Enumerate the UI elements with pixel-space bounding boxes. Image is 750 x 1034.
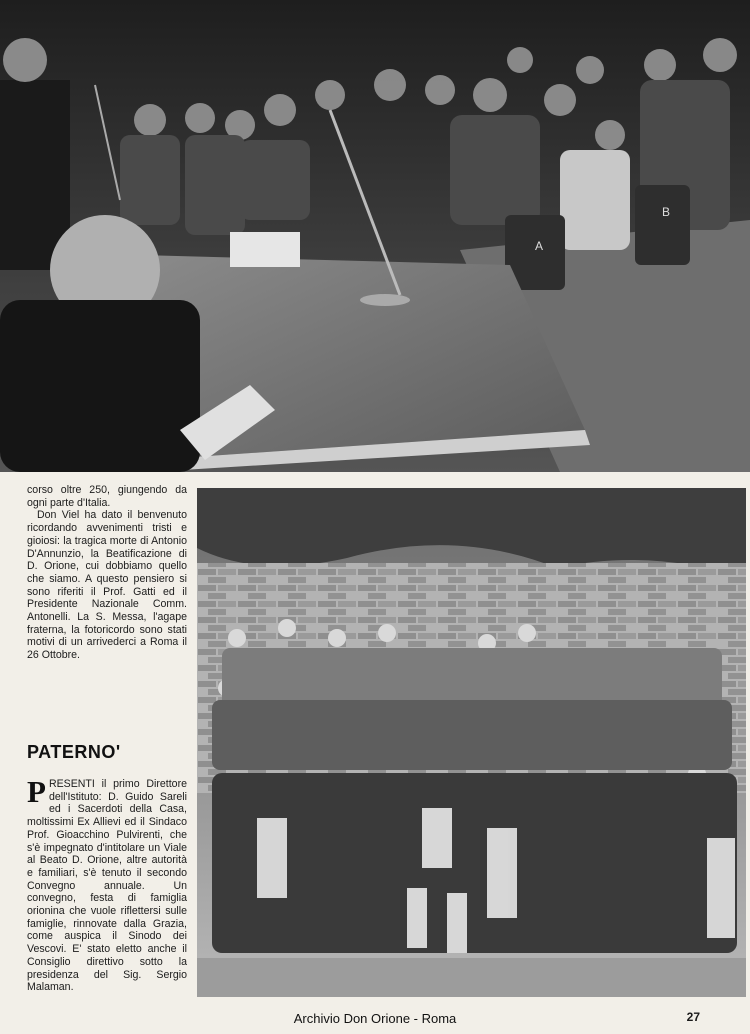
article-paragraph-2: Don Viel ha dato il benvenuto ricordando avvenimenti tristi e gioiosi: la tragica morte di Antonio D'Annunzio, la Beatificazione di D. Orione, cui dobbiamo quello che siamo. A questo pensiero si sono riferiti il Prof. Gatti ed il Presidente Nazionale Comm. Antonelli. La S. Messa, l'agape fraterna, la fotoricordo sono stati motivi di un arrivederci a Roma il 26 Ottobre. [27, 509, 187, 662]
archive-credit: Archivio Don Orione - Roma [293, 1011, 457, 1026]
article-paragraph-3-text: RESENTI il primo Direttore dell'Istituto: D. Guido Sareli ed i Sacerdoti della Casa, moltissimi Ex Allievi ed il Sindaco Prof. Gioacchino Pulvirenti, che s'è impegnato d'intitolare un Viale al Beato D. Orione, altre autorità e familiari, s'è tenuto il secondo Convegno annuale. Un convegno, festa di famiglia orionina che vuole riflettersi sulle famiglie, rinnovate dalla Grazia, come auspica il Sinodo dei Vescovi. E' stato eletto anche il Consiglio direttivo sotto la presidenza del Sig. Sergio Malaman. [27, 778, 187, 994]
seat-label-a: A [535, 239, 544, 253]
article-column-top [27, 484, 187, 662]
article-paragraph-3 [27, 774, 187, 994]
article-paragraph-1: corso oltre 250, giungendo da ogni parte d'Italia. [27, 484, 187, 509]
photo-audience-meeting [0, 0, 750, 472]
page-number: 27 [686, 1010, 700, 1024]
article-column-bottom [27, 774, 187, 994]
drop-cap: P [27, 774, 46, 809]
seat-label-b: B [662, 205, 671, 219]
section-title: PATERNO' [27, 742, 121, 762]
photo-group-portrait [197, 488, 746, 997]
